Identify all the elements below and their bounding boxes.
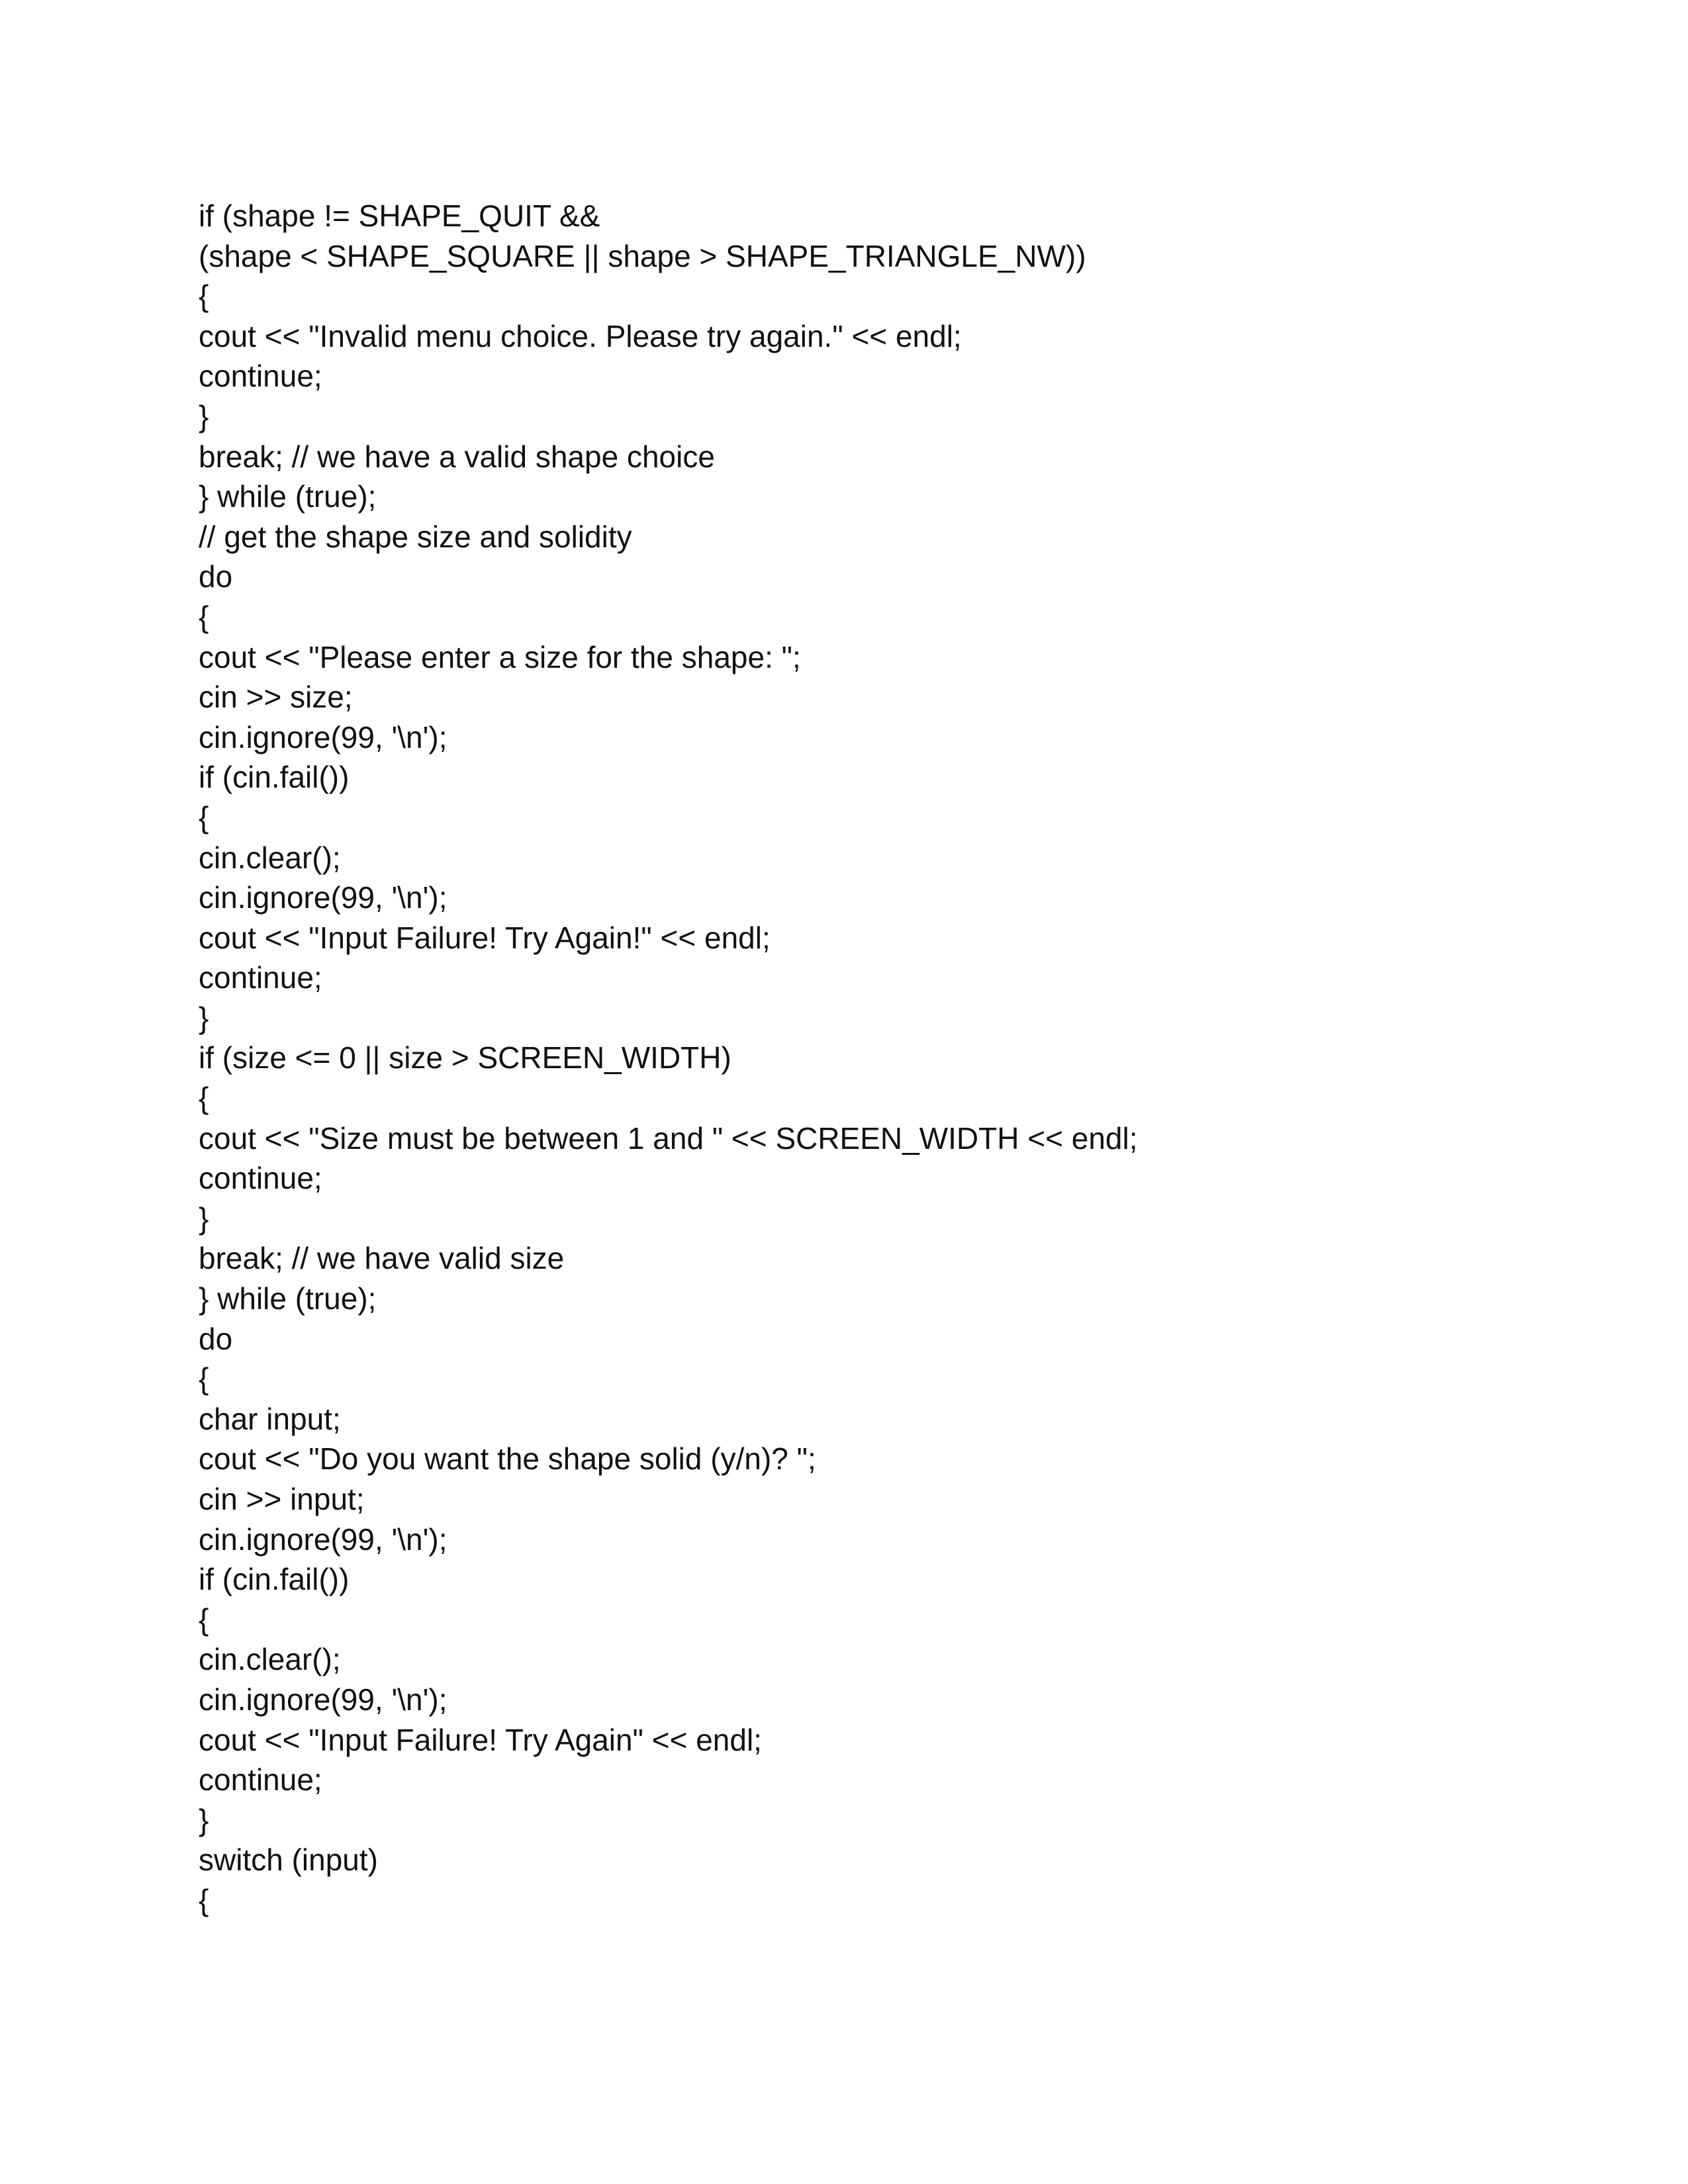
code-line: // get the shape size and solidity bbox=[199, 519, 632, 554]
code-line: break; // we have a valid shape choice bbox=[199, 439, 715, 474]
code-line: cin >> size; bbox=[199, 680, 353, 715]
code-line: cin.ignore(99, '\n'); bbox=[199, 1522, 447, 1557]
code-line: { bbox=[199, 1602, 209, 1637]
code-line: { bbox=[199, 279, 209, 314]
code-line: if (shape != SHAPE_QUIT && bbox=[199, 199, 600, 233]
code-line: } bbox=[199, 1201, 209, 1236]
code-line: { bbox=[199, 1882, 209, 1917]
code-line: cout << "Please enter a size for the shape: "; bbox=[199, 639, 801, 674]
code-line: char input; bbox=[199, 1401, 341, 1436]
code-line: if (size <= 0 || size > SCREEN_WIDTH) bbox=[199, 1040, 731, 1075]
code-line: continue; bbox=[199, 1161, 322, 1196]
code-line: do bbox=[199, 1321, 233, 1356]
code-line: cout << "Input Failure! Try Again!" << endl; bbox=[199, 920, 771, 955]
code-line: cin.clear(); bbox=[199, 1642, 341, 1677]
code-line: cin.ignore(99, '\n'); bbox=[199, 1682, 447, 1717]
code-line: if (cin.fail()) bbox=[199, 1562, 350, 1597]
code-line: { bbox=[199, 599, 209, 634]
code-line: cout << "Do you want the shape solid (y/n)? "; bbox=[199, 1441, 816, 1477]
code-line: switch (input) bbox=[199, 1843, 378, 1878]
code-line: break; // we have valid size bbox=[199, 1241, 565, 1276]
code-line: do bbox=[199, 559, 233, 594]
code-line: { bbox=[199, 1081, 209, 1116]
code-line: } bbox=[199, 398, 209, 433]
code-line: cin >> input; bbox=[199, 1482, 365, 1516]
code-line: cin.clear(); bbox=[199, 840, 341, 875]
code-line: (shape < SHAPE_SQUARE || shape > SHAPE_TRIANGLE_NW)) bbox=[199, 238, 1086, 273]
code-line: cin.ignore(99, '\n'); bbox=[199, 880, 447, 915]
code-line: } bbox=[199, 1000, 209, 1035]
code-line: cin.ignore(99, '\n'); bbox=[199, 719, 447, 754]
code-listing bbox=[199, 196, 1523, 1921]
code-line: cout << "Input Failure! Try Again" << endl; bbox=[199, 1722, 762, 1757]
code-line: } bbox=[199, 1802, 209, 1837]
code-line: cout << "Invalid menu choice. Please try again." << endl; bbox=[199, 318, 962, 353]
code-line: { bbox=[199, 1361, 209, 1396]
code-line: if (cin.fail()) bbox=[199, 760, 350, 795]
code-line: continue; bbox=[199, 960, 322, 995]
code-line: continue; bbox=[199, 359, 322, 394]
code-line: { bbox=[199, 799, 209, 835]
code-line: } while (true); bbox=[199, 1281, 377, 1316]
code-line: } while (true); bbox=[199, 479, 377, 514]
code-line: cout << "Size must be between 1 and " << SCREEN_WIDTH << endl; bbox=[199, 1120, 1138, 1156]
code-line: continue; bbox=[199, 1762, 322, 1797]
